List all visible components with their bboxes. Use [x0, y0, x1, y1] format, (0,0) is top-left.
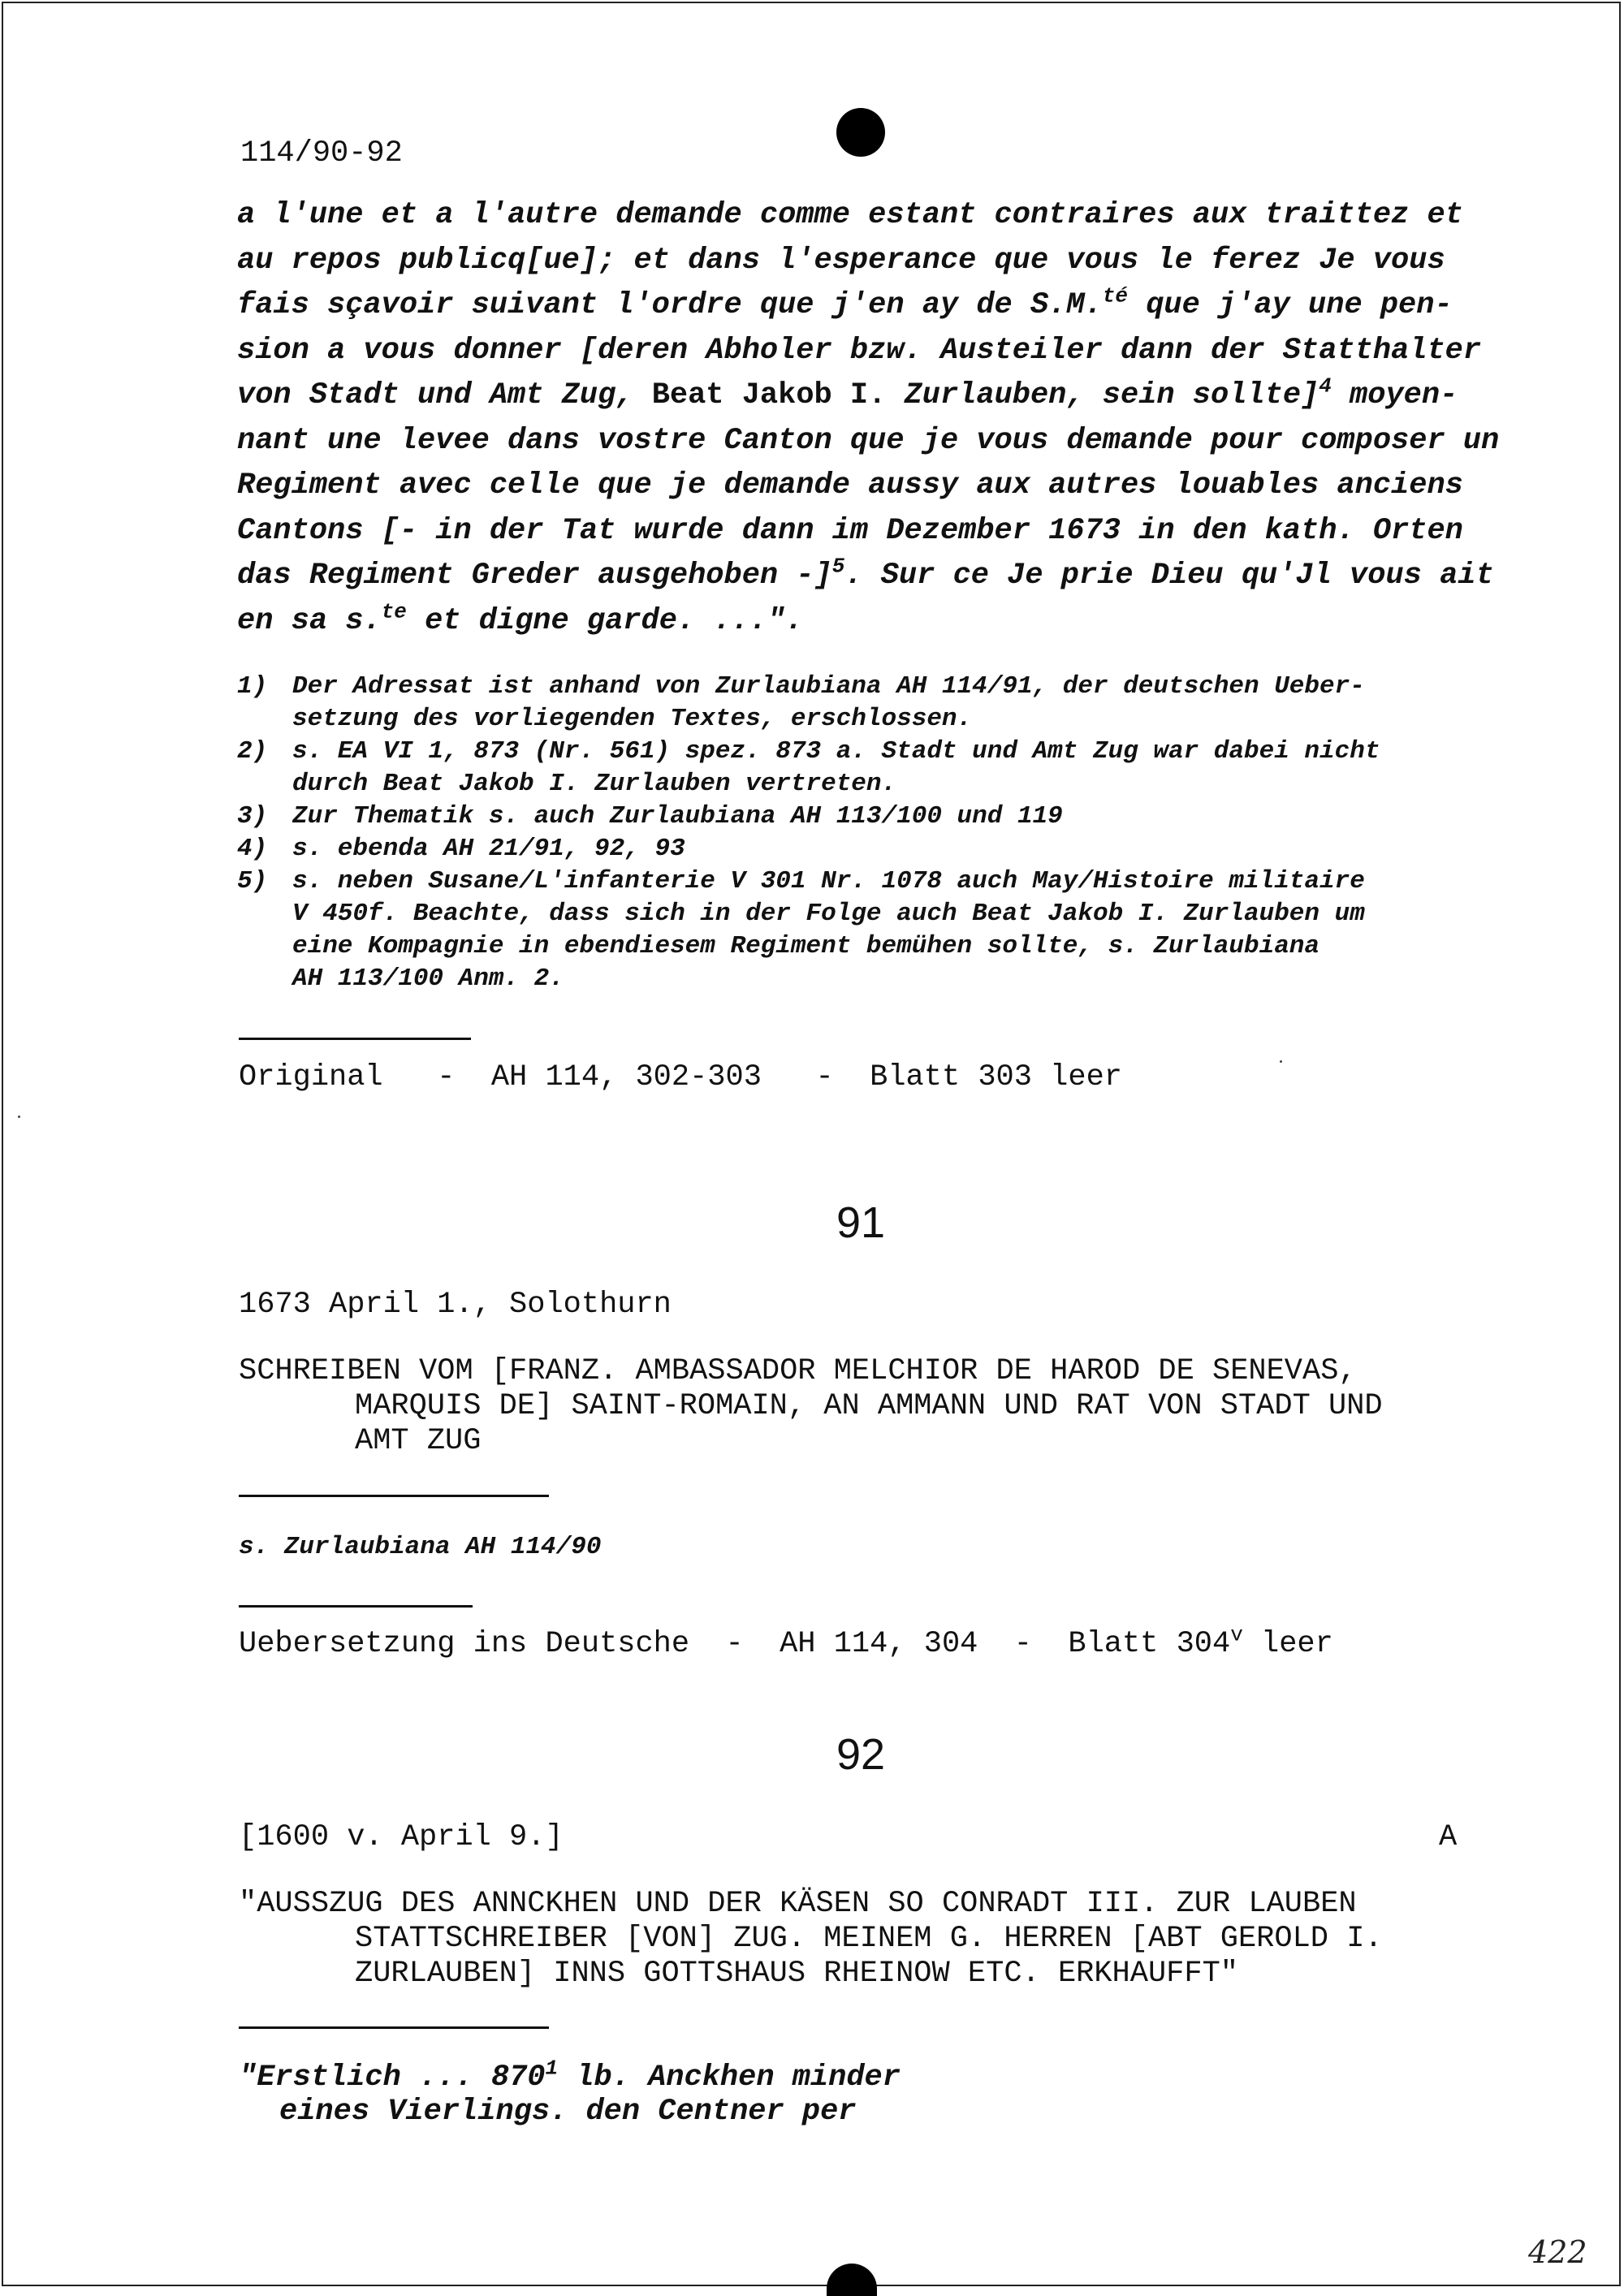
footnotes [237, 671, 1504, 995]
document-text: "Erstlich ... $870^1$ lb. Anckhen minder eines Vierlings. den Centner per [239, 2056, 901, 2129]
separator-rule [239, 1605, 473, 1608]
scan-speck [1280, 1060, 1282, 1063]
punch-hole-mark [836, 108, 885, 157]
original-reference: Original - AH 114, 302-303 - Blatt 303 leer [239, 1060, 1122, 1094]
footnote: 3) Zur Thematik s. auch Zurlaubiana AH 113/100 und 119 [237, 802, 1063, 831]
scan-speck [18, 1116, 20, 1118]
footnote: 2) s. EA VI 1, 873 (Nr. 561) spez. 873 a. Stadt und Amt Zug war dabei nicht durch Beat Jakob I. Zurlauben vertreten. [237, 737, 1380, 798]
document-number: 91 [836, 1198, 886, 1247]
footnote: 4) s. ebenda AH 21/91, 92, 93 [237, 835, 685, 863]
document-number: 92 [836, 1730, 886, 1779]
separator-rule [239, 1495, 549, 1497]
letter-continuation [237, 193, 1504, 644]
cross-reference: s. Zurlaubiana AH 114/90 [239, 1533, 602, 1561]
footnote: 5) s. neben Susane/L'infanterie V 301 Nr. 1078 auch May/Histoire militaire V 450f. Beachte, dass sich in der Folge auch Beat Jakob I. Zurlauben um eine Kompagnie in ebendiesem Regiment bemühen sollte, s. Zurlaubiana AH 113/100 Anm. 2. [237, 867, 1365, 993]
document-title: "AUSSZUG DES ANNCKHEN UND DER KÄSEN SO CONRADT III. ZUR LAUBEN STATTSCHREIBER [VON] ZUG. MEINEM G. HERREN [ABT GEROLD I. ZURLAUBEN] INNS GOTTSHAUS RHEINOW ETC. ERKHAUFFT" [239, 1887, 1383, 1991]
footnote: 1) Der Adressat ist anhand von Zurlaubiana AH 114/91, der deutschen Ueber- setzung des vorliegenden Textes, erschlossen. [237, 672, 1365, 733]
document-date: [1600 v. April 9.] [239, 1820, 564, 1854]
text-line: au repos publicq[ue]; et dans l'esperance que vous le ferez Je vous [237, 243, 1445, 278]
text-line: von Stadt und Amt Zug, Beat Jakob I. Zurlauben, sein sollte]$^4$ moyen- [237, 373, 1458, 412]
text-line: Regiment avec celle que je demande aussy aux autres louables anciens [237, 468, 1463, 503]
text-line: en sa s.$^{te}$ et digne garde. ...". [237, 599, 804, 638]
text-line: sion a vous donner [deren Abholer bzw. Austeiler dann der Statthalter [237, 333, 1482, 368]
original-reference: Uebersetzung ins Deutsche - AH 114, 304 - Blatt 304$^v$ leer [239, 1622, 1333, 1661]
handwritten-page-number: 422 [1528, 2234, 1587, 2270]
text-line: a l'une et a l'autre demande comme estant contraires aux traittez et [237, 198, 1463, 232]
separator-rule [239, 2026, 549, 2029]
document-title: SCHREIBEN VOM [FRANZ. AMBASSADOR MELCHIOR DE HAROD DE SENEVAS, MARQUIS DE] SAINT-ROMAIN, AN AMMANN UND RAT VON STADT UND AMT ZUG [239, 1354, 1383, 1458]
document-date: 1673 April 1., Solothurn [239, 1288, 672, 1322]
text-line: das Regiment Greder ausgehoben -]$^5$. Sur ce Je prie Dieu qu'Jl vous ait [237, 554, 1494, 593]
text-line: fais sçavoir suivant l'ordre que j'en ay de S.M.$^{té}$ que j'ay une pen- [237, 283, 1453, 322]
version-letter: A [1439, 1820, 1458, 1854]
page-reference: 114/90-92 [240, 136, 403, 170]
text-line: Cantons [- in der Tat wurde dann im Dezember 1673 in den kath. Orten [237, 513, 1463, 548]
separator-rule [239, 1038, 471, 1040]
text-line: nant une levee dans vostre Canton que je vous demande pour composer un [237, 423, 1500, 458]
